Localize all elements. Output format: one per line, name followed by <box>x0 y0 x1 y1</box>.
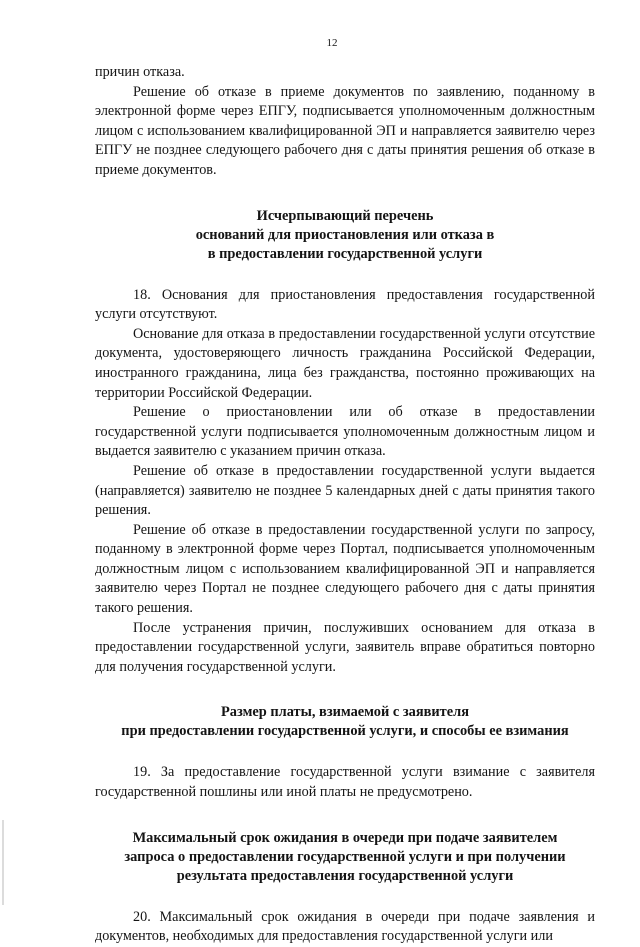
paragraph-refusal-portal: Решение об отказе в предоставлении государственной услуги по запросу, поданному в электронной форме через Портал, подписывается уполномоченным должностным лицом с использованием квалифицированной ЭП и направляется заявителю через Портал не позднее следующего рабочего дня с даты принятия такого решения. <box>95 521 595 617</box>
heading-queue-time <box>95 829 595 886</box>
paragraph-refusal-deadline: Решение об отказе в предоставлении государственной услуги выдается (направляется) заявителю не позднее 5 календарных дней с даты принятия такого решения. <box>95 462 595 519</box>
paragraph-reapply: После устранения причин, послуживших основанием для отказа в предоставлении государственной услуги, заявитель вправе обратиться повторно для получения государственной услуги. <box>95 619 595 675</box>
heading-line: Исчерпывающий перечень <box>256 207 434 224</box>
paragraph-refusal-signing: Решение о приостановлении или об отказе в предоставлении государственной услуги подписывается уполномоченным должностным лицом и выдается заявителю с указанием причин отказа. <box>95 404 595 460</box>
paragraph-18: 18. Основания для приостановления предоставления государственной услуги отсутствуют. <box>95 286 595 323</box>
scan-edge-mark <box>2 820 4 905</box>
paragraph-19: 19. За предоставление государственной услуги взимание с заявителя государственной пошлины или иной платы не предусмотрено. <box>95 764 595 801</box>
paragraph-epgu-refusal: Решение об отказе в приеме документов по заявлению, поданному в электронной форме через ЕПГУ, подписывается уполномоченным должностным лицом с использованием квалифицированной ЭП и направляется заявителю через ЕПГУ не позднее следующего рабочего дня с даты принятия решения об отказе в приеме документов. <box>95 83 595 178</box>
heading-line: Размер платы, взимаемой с заявителя <box>221 704 469 721</box>
paragraph-20: 20. Максимальный срок ожидания в очереди при подаче заявления и документов, необходимых для предоставления государственной услуги или <box>95 908 595 945</box>
heading-line: в предоставлении государственной услуги <box>207 245 483 262</box>
heading-refusal-grounds <box>95 207 595 264</box>
document-body <box>95 63 595 947</box>
heading-line: запроса о предоставлении государственной услуги и при получении <box>124 848 566 865</box>
heading-line: результата предоставления государственной услуги <box>176 867 514 884</box>
page-number: 12 <box>326 37 338 49</box>
heading-line: при предоставлении государственной услуги, и способы ее взимания <box>121 723 569 740</box>
paragraph-refusal-basis: Основание для отказа в предоставлении государственной услуги отсутствие документа, удостоверяющего личность гражданина Российской Федерации, иностранного гражданина, лица без гражданства, постоянно проживающих на территории Российской Федерации. <box>95 325 595 401</box>
heading-line: Максимальный срок ожидания в очереди при подаче заявителем <box>132 829 558 846</box>
paragraph-continuation: причин отказа. <box>95 64 185 80</box>
heading-fee <box>95 703 595 741</box>
heading-line: оснований для приостановления или отказа в <box>195 226 495 243</box>
